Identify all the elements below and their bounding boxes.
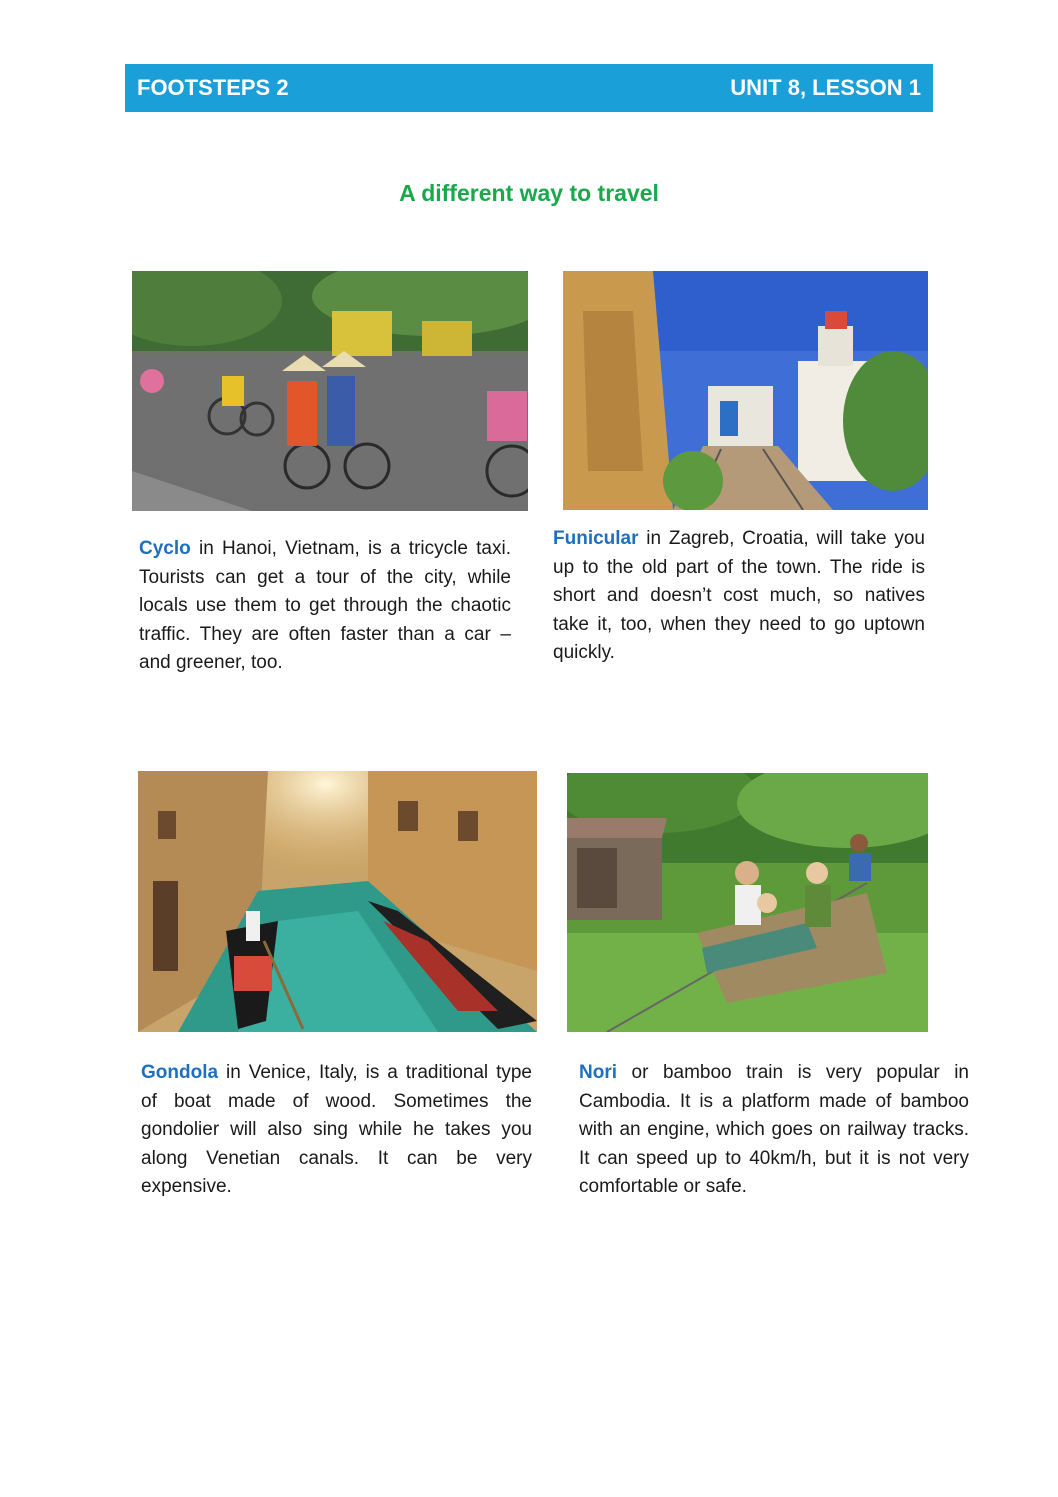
gondola-term: Gondola xyxy=(141,1062,219,1083)
funicular-term: Funicular xyxy=(553,528,639,549)
gondola-photo xyxy=(138,771,537,1032)
book-title: FOOTSTEPS 2 xyxy=(137,75,289,100)
page-title: A different way to travel xyxy=(399,180,659,206)
nori-caption xyxy=(579,1059,969,1202)
nori-description: or bamboo train is very popular in Cambodia. It is a platform made of bamboo with an engine, which goes on railway tracks. It can speed up to 40km/h, but it is not very comfortable or safe. xyxy=(579,1062,969,1197)
funicular-caption xyxy=(553,525,925,668)
bamboo-train-photo xyxy=(567,773,928,1032)
funicular-description: in Zagreb, Croatia, will take you up to the old part of the town. The ride is short and doesn’t cost much, so natives take it, too, when they need to go uptown quickly. xyxy=(553,528,925,663)
cyclo-description: in Hanoi, Vietnam, is a tricycle taxi. Tourists can get a tour of the city, while locals use them to get through the chaotic traffic. They are often faster than a car – and greener, too. xyxy=(139,538,511,673)
unit-lesson-label: UNIT 8, LESSON 1 xyxy=(730,75,921,100)
cyclo-term: Cyclo xyxy=(139,538,191,559)
funicular-photo xyxy=(563,271,928,510)
gondola-caption xyxy=(141,1059,532,1202)
nori-term: Nori xyxy=(579,1062,617,1083)
cyclo-caption xyxy=(139,535,511,678)
cyclo-photo xyxy=(132,271,528,511)
gondola-description: in Venice, Italy, is a traditional type of boat made of wood. Sometimes the gondolier will also sing while he takes you along Venetian canals. It can be very expensive. xyxy=(141,1062,532,1197)
header-bar xyxy=(125,64,933,112)
